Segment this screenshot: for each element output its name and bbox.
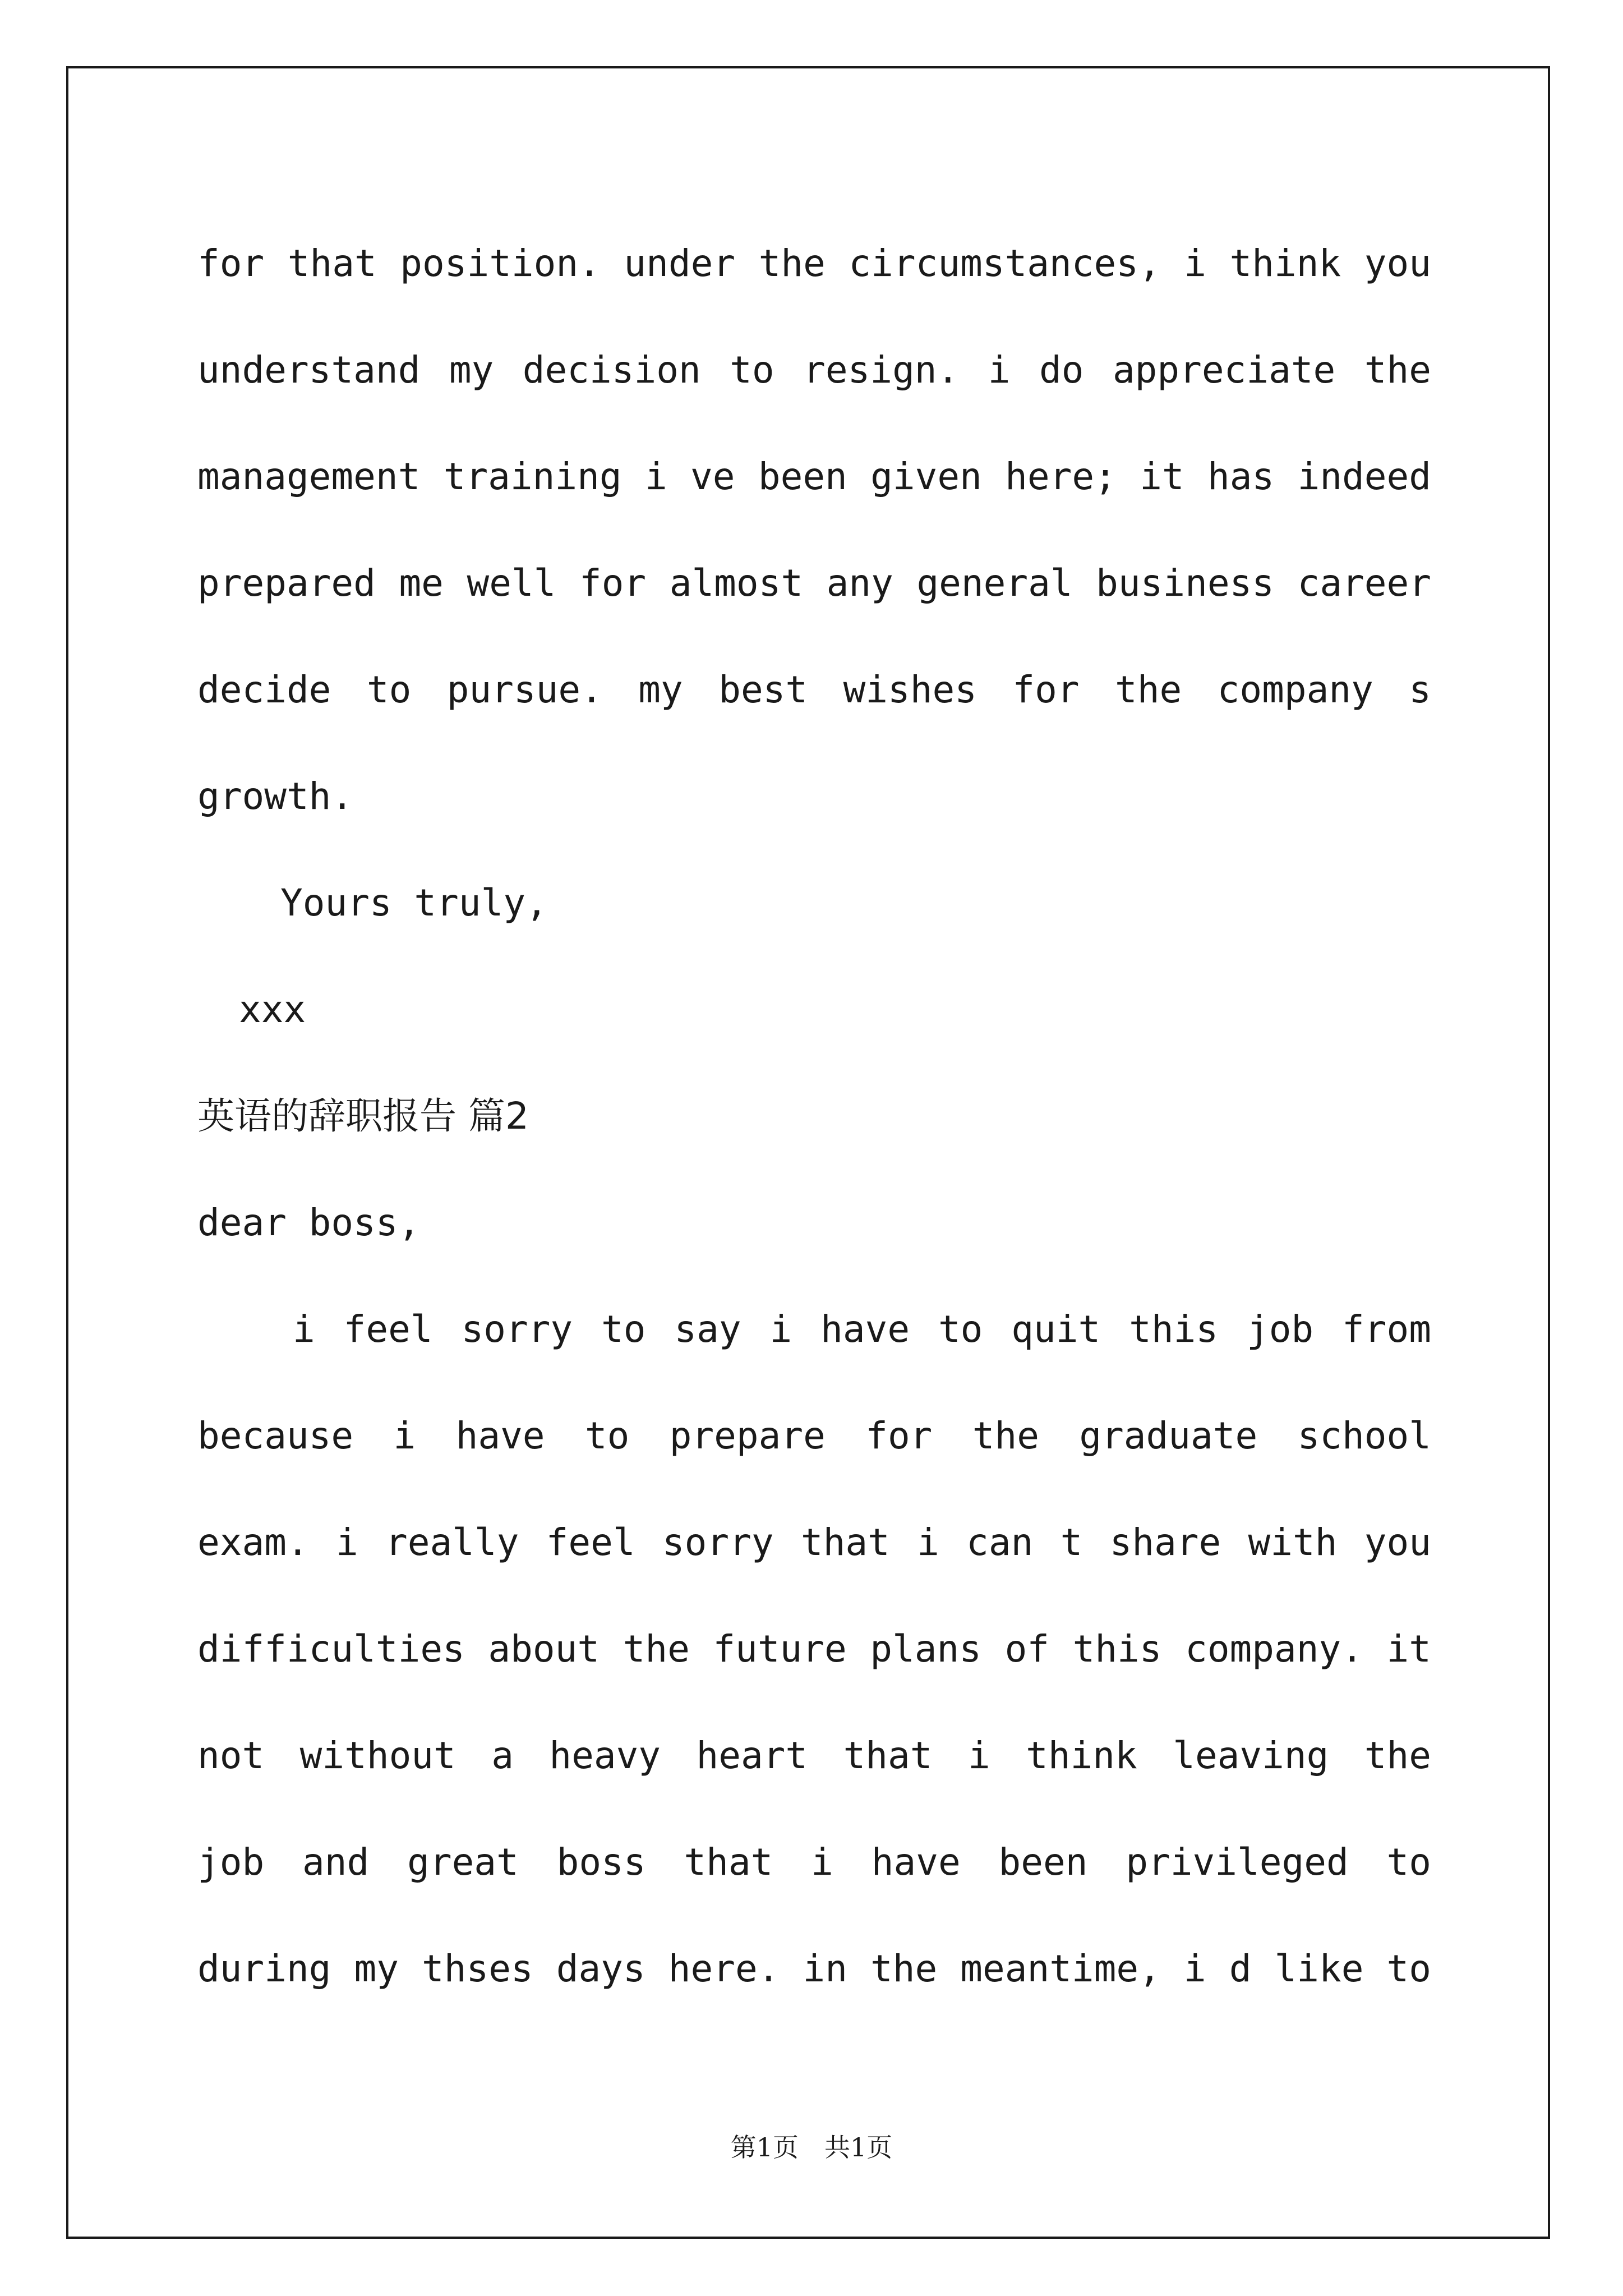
text-line: exam. i really feel sorry that i can t share with you [197,1521,1431,1564]
text-line: i feel sorry to say i have to quit this job from [293,1308,1431,1351]
text-line: during my thses days here. in the meantime, i d like to [197,1947,1431,1990]
text-line: because i have to prepare for the graduate school [197,1414,1431,1457]
text-line: job and great boss that i have been privileged to [197,1841,1431,1884]
text-line: understand my decision to resign. i do appreciate the [197,348,1431,392]
sign-off: Yours truly, [280,881,548,924]
text-line: for that position. under the circumstances, i think you [197,242,1431,285]
text-line: not without a heavy heart that i think leaving the [197,1734,1431,1777]
text-line: prepared me well for almost any general business career [197,562,1431,605]
salutation: dear boss, [197,1201,421,1244]
text-line: decide to pursue. my best wishes for the company s [197,668,1431,711]
section-heading: 英语的辞职报告 篇2 [197,1094,529,1138]
text-line: difficulties about the future plans of this company. it [197,1627,1431,1671]
document-body [197,210,1431,2022]
page-footer: 第1页 共1页 [730,2132,893,2162]
text-line: management training i ve been given here; it has indeed [197,455,1431,498]
text-line: growth. [197,775,354,818]
signature-name: xxx [239,988,306,1031]
